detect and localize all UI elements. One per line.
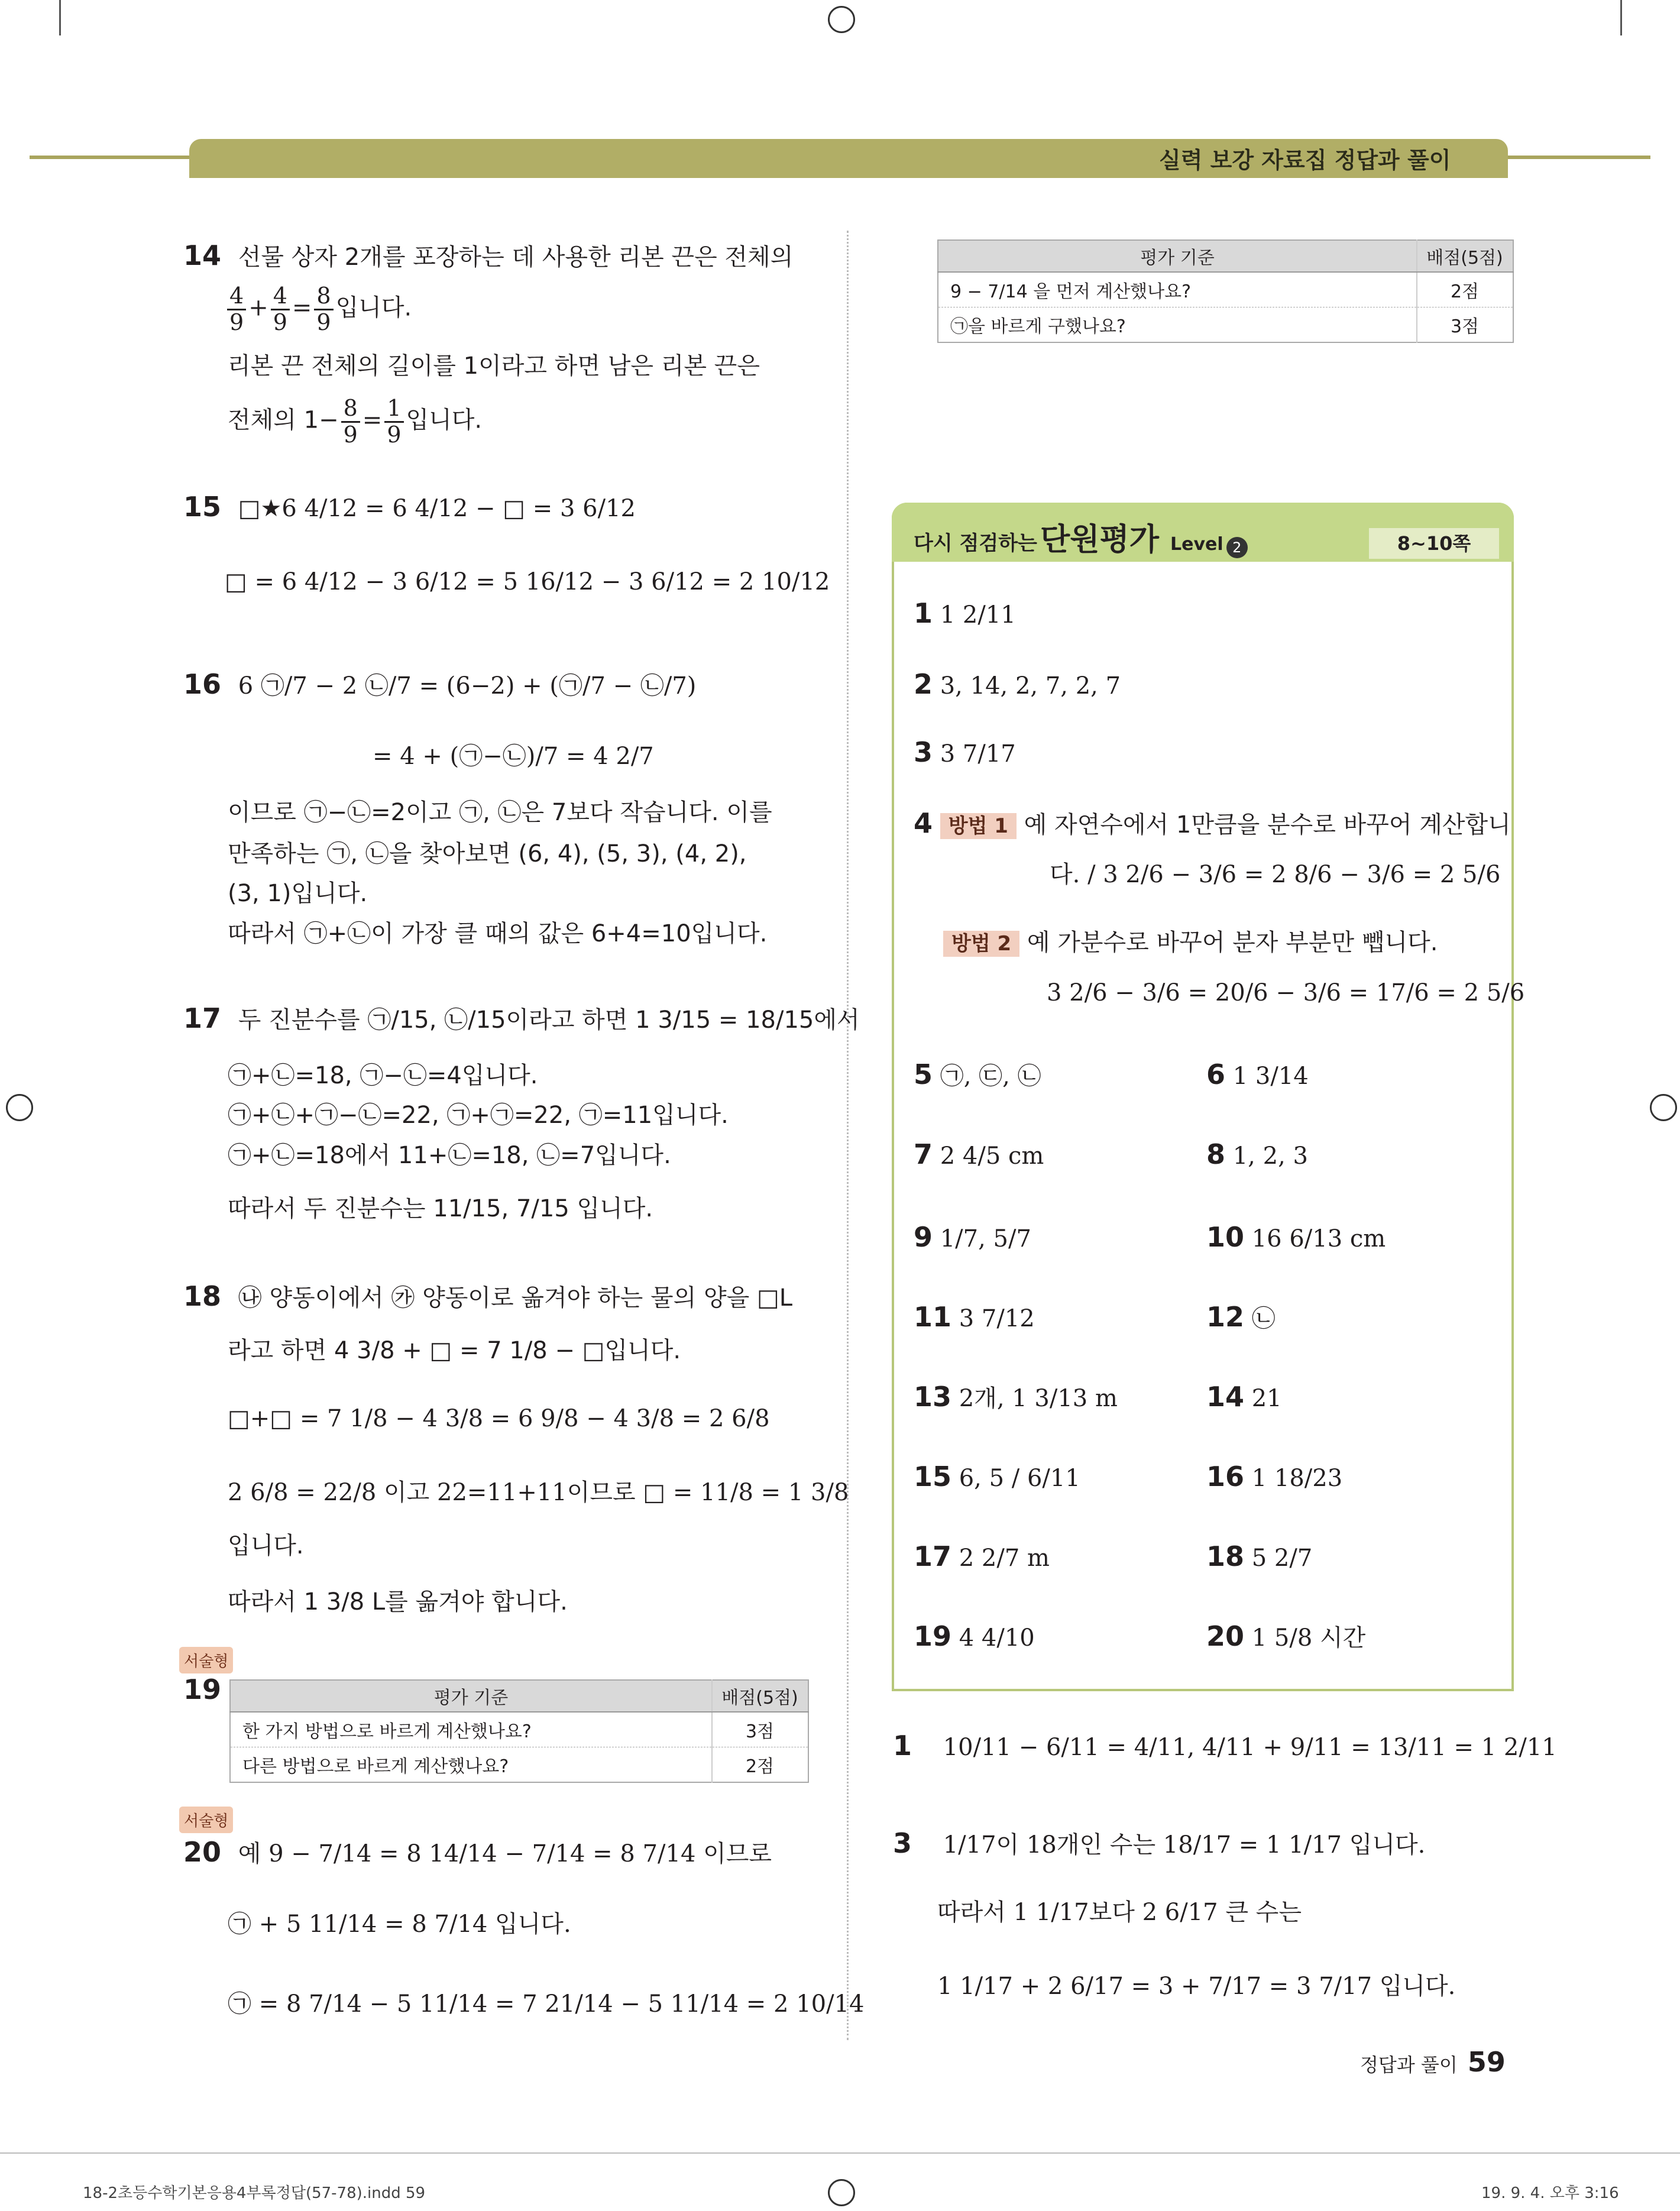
column-divider — [847, 231, 849, 2040]
answer-4-line3: 방법 2 예 가분수로 바꾸어 분자 부분만 뺍니다. — [943, 928, 1438, 957]
solution-3-line3: 1 1/17 + 2 6/17 = 3 + 7/17 = 3 7/17 입니다. — [937, 1973, 1456, 2000]
unit-test-title: 다시 점검하는 단원평가 Level 2 — [914, 514, 1248, 559]
problem-16-line6: 따라서 ㉠+㉡이 가장 클 때의 값은 6+4=10입니다. — [228, 920, 768, 947]
registration-mark-bottom — [828, 2179, 855, 2206]
right-eval-table: 평가 기준 배점(5점) 9 − 7/14 을 먼저 계산했나요? 2점 ㉠을 바르게 구했나요? 3점 — [937, 239, 1514, 343]
problem-16-line3: 이므로 ㉠−㉡=2이고 ㉠, ㉡은 7보다 작습니다. 이를 — [228, 799, 772, 826]
answer-2: 2 3, 14, 2, 7, 2, 7 — [914, 668, 1121, 700]
problem-16: 16 6 ㉠/7 − 2 ㉡/7 = (6−2) + (㉠/7 − ㉡/7) — [183, 668, 697, 700]
problem-17-line4: ㉠+㉡=18에서 11+㉡=18, ㉡=7입니다. — [228, 1142, 671, 1169]
problem-20-line2: ㉠ + 5 11/14 = 8 7/14 입니다. — [228, 1911, 571, 1938]
problem-14-line2: $\frac{4}{9}$ + $\frac{4}{9}$ = $\frac{8}{9}$ 입니다. — [225, 284, 412, 335]
answer-12: 12 ㉡ — [1206, 1301, 1276, 1333]
problem-17: 17 두 진분수를 ㉠/15, ㉡/15이라고 하면 1 3/15 = 18/15에서 — [183, 1002, 860, 1034]
answer-14: 14 21 — [1206, 1381, 1282, 1413]
answer-8: 8 1, 2, 3 — [1206, 1138, 1308, 1170]
solution-1: 1 10/11 − 6/11 = 4/11, 4/11 + 9/11 = 13/11 = 1 2/11 — [893, 1730, 1557, 1762]
answer-16: 16 1 18/23 — [1206, 1461, 1343, 1493]
problem-14-line4: 전체의 1− $\frac{8}{9}$ = $\frac{1}{9}$ 입니다. — [228, 395, 483, 448]
answer-3: 3 3 7/17 — [914, 736, 1016, 768]
registration-mark-right — [1650, 1094, 1677, 1121]
answer-17: 17 2 2/7 m — [914, 1540, 1050, 1572]
descriptive-tag: 서술형 — [179, 1807, 233, 1833]
problem-15: 15 □★6 4/12 = 6 4/12 − □ = 3 6/12 — [183, 491, 636, 523]
crop-line-left — [59, 0, 61, 35]
problem-18-line4: 2 6/8 = 22/8 이고 22=11+11이므로 □ = 11/8 = 1 3/8 — [228, 1479, 849, 1506]
footer-date: 19. 9. 4. 오후 3:16 — [1481, 2184, 1619, 2202]
problem-number: 14 — [183, 239, 222, 271]
answer-20: 20 1 5/8 시간 — [1206, 1620, 1366, 1652]
answer-4-line2: 다. / 3 2/6 − 3/6 = 2 8/6 − 3/6 = 2 5/6 — [1050, 861, 1501, 888]
answer-13: 13 2개, 1 3/13 m — [914, 1381, 1118, 1413]
answer-9: 9 1/7, 5/7 — [914, 1221, 1031, 1253]
problem-16-line5: (3, 1)입니다. — [228, 880, 368, 907]
footer-label: 정답과 풀이 59 — [1360, 2046, 1506, 2078]
problem-16-line4: 만족하는 ㉠, ㉡을 찾아보면 (6, 4), (5, 3), (4, 2), — [228, 840, 747, 867]
problem-18: 18 ㉯ 양동이에서 ㉮ 양동이로 옮겨야 하는 물의 양을 □L — [183, 1280, 793, 1312]
problem-15-line2: □ = 6 4/12 − 3 6/12 = 5 16/12 − 3 6/12 = 2 10/12 — [225, 568, 830, 595]
answer-5: 5 ㉠, ㉢, ㉡ — [914, 1058, 1041, 1090]
footer-file: 18-2초등수학기본응용4부록정답(57-78).indd 59 — [83, 2184, 426, 2202]
problem-16-line2: = 4 + (㉠−㉡)/7 = 4 2/7 — [373, 743, 654, 770]
problem-17-line5: 따라서 두 진분수는 11/15, 7/15 입니다. — [228, 1195, 653, 1222]
problem-19-table: 평가 기준 배점(5점) 한 가지 방법으로 바르게 계산했나요? 3점 다른 방법으로 바르게 계산했나요? 2점 — [229, 1679, 809, 1783]
problem-18-line3: □+□ = 7 1/8 − 4 3/8 = 6 9/8 − 4 3/8 = 2 6/8 — [228, 1405, 770, 1432]
problem-18-line2: 라고 하면 4 3/8 + □ = 7 1/8 − □입니다. — [228, 1337, 681, 1364]
problem-18-line5: 입니다. — [228, 1532, 304, 1559]
answer-6: 6 1 3/14 — [1206, 1058, 1309, 1090]
answer-4: 4 방법 1 예 자연수에서 1만큼을 분수로 바꾸어 계산합니 — [914, 807, 1511, 839]
answer-10: 10 16 6/13 cm — [1206, 1221, 1386, 1253]
answer-7: 7 2 4/5 cm — [914, 1138, 1044, 1170]
answer-18: 18 5 2/7 — [1206, 1540, 1313, 1572]
footer-rule — [0, 2152, 1680, 2154]
problem-17-line3: ㉠+㉡+㉠−㉡=22, ㉠+㉠=22, ㉠=11입니다. — [228, 1102, 729, 1129]
header-title: 실력 보강 자료집 정답과 풀이 — [1159, 147, 1451, 173]
problem-19-number: 19 — [183, 1673, 222, 1705]
problem-14-line3: 리본 끈 전체의 길이를 1이라고 하면 남은 리본 끈은 — [228, 352, 760, 380]
problem-14: 14 선물 상자 2개를 포장하는 데 사용한 리본 끈은 전체의 — [183, 239, 794, 271]
solution-3: 3 1/17이 18개인 수는 18/17 = 1 1/17 입니다. — [893, 1827, 1426, 1859]
answer-1: 1 1 2/11 — [914, 597, 1016, 629]
registration-mark-top — [828, 6, 855, 33]
answer-11: 11 3 7/12 — [914, 1301, 1035, 1333]
problem-18-line6: 따라서 1 3/8 L를 옮겨야 합니다. — [228, 1588, 568, 1616]
problem-17-line2: ㉠+㉡=18, ㉠−㉡=4입니다. — [228, 1062, 538, 1089]
registration-mark-left — [6, 1094, 33, 1121]
crop-line-right — [1620, 0, 1622, 35]
answer-4-line4: 3 2/6 − 3/6 = 20/6 − 3/6 = 17/6 = 2 5/6 — [1047, 979, 1525, 1006]
answer-19: 19 4 4/10 — [914, 1620, 1035, 1652]
answer-15: 15 6, 5 / 6/11 — [914, 1461, 1080, 1493]
problem-20: 20 예 9 − 7/14 = 8 14/14 − 7/14 = 8 7/14 이므로 — [183, 1836, 772, 1868]
unit-test-pages: 8∼10쪽 — [1369, 528, 1499, 559]
solution-3-line2: 따라서 1 1/17보다 2 6/17 큰 수는 — [937, 1899, 1302, 1926]
descriptive-tag: 서술형 — [179, 1647, 233, 1673]
problem-20-line3: ㉠ = 8 7/14 − 5 11/14 = 7 21/14 − 5 11/14 = 2 10/14 — [228, 1990, 865, 2018]
